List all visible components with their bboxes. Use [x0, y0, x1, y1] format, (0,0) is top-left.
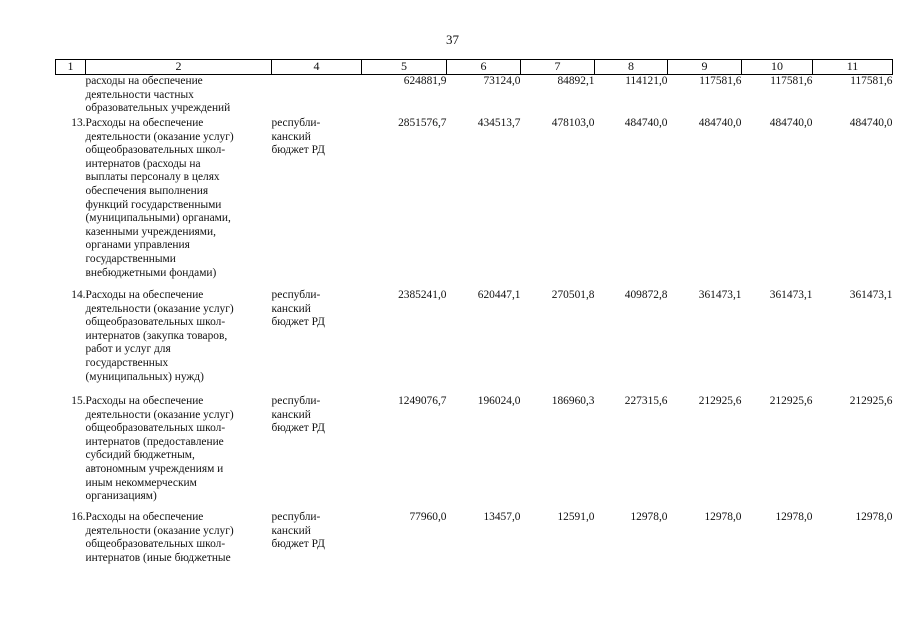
column-header: 8: [595, 60, 668, 75]
amount-cell: 484740,0: [698, 117, 742, 129]
row-number: 13.: [71, 117, 86, 129]
description-line: расходы на обеспечение: [85, 75, 203, 87]
description-line: интернатов (предоставление: [85, 435, 224, 448]
funding-source-line: канский: [271, 524, 311, 537]
description-line: деятельности (оказание услуг): [85, 408, 234, 421]
amount-cell: 117581,6: [770, 75, 813, 87]
amount-cell: 2385241,0: [398, 289, 447, 301]
amount-cell: 84892,1: [557, 75, 595, 87]
description-line: органами управления: [85, 239, 190, 252]
funding-source-line: бюджет РД: [271, 316, 325, 329]
amount-cell: 73124,0: [483, 75, 521, 87]
description-line: (муниципальных) нужд): [85, 370, 204, 383]
table-row: [56, 395, 893, 511]
row-description: [86, 117, 272, 289]
column-header: 6: [447, 60, 521, 75]
amount-cell: 2851576,7: [398, 117, 447, 129]
description-line: общеобразовательных школ-: [85, 144, 226, 157]
amount-cell: 361473,1: [698, 289, 742, 301]
description-line: интернатов (иные бюджетные: [85, 551, 231, 564]
amount-cell: 620447,1: [477, 289, 521, 301]
funding-source: [272, 75, 362, 118]
amount-cell: 117581,6: [850, 75, 893, 87]
description-line: деятельности (оказание услуг): [85, 130, 234, 143]
amount-cell: 196024,0: [477, 395, 521, 407]
amount-cell: 624881,9: [403, 75, 447, 87]
description-line: функций государственными: [85, 198, 222, 211]
description-line: работ и услуг для: [85, 343, 171, 356]
table-row: [56, 117, 893, 289]
funding-source: [272, 289, 362, 395]
description-line: выплаты персоналу в целях: [85, 171, 220, 184]
column-header: 4: [272, 60, 362, 75]
amount-cell: 361473,1: [849, 289, 893, 301]
amount-cell: 212925,6: [849, 395, 893, 407]
description-line: государственными: [85, 252, 176, 265]
row-number: 15.: [71, 395, 86, 407]
amount-cell: 484740,0: [624, 117, 668, 129]
funding-source-line: республи-: [271, 117, 321, 129]
row-description: [86, 75, 272, 118]
description-line: Расходы на обеспечение: [85, 289, 204, 301]
description-line: автономным учреждениям и: [85, 462, 224, 475]
description-line: организациям): [85, 490, 157, 503]
amount-cell: 114121,0: [625, 75, 668, 87]
column-header: 5: [362, 60, 447, 75]
amount-cell: 361473,1: [769, 289, 813, 301]
amount-cell: 409872,8: [624, 289, 668, 301]
funding-source-line: бюджет РД: [271, 422, 325, 435]
funding-source: [272, 395, 362, 511]
row-number: 14.: [71, 289, 86, 301]
budget-table: [55, 59, 893, 571]
description-line: обеспечения выполнения: [85, 184, 209, 197]
row-description: [86, 395, 272, 511]
row-description: [86, 289, 272, 395]
description-line: деятельности (оказание услуг): [85, 524, 234, 537]
amount-cell: 484740,0: [769, 117, 813, 129]
column-header: 10: [742, 60, 813, 75]
amount-cell: 12978,0: [630, 511, 668, 523]
amount-cell: 270501,8: [551, 289, 595, 301]
funding-source: [272, 511, 362, 571]
table-body: [56, 75, 893, 572]
funding-source-line: бюджет РД: [271, 144, 325, 157]
description-line: общеобразовательных школ-: [85, 422, 226, 435]
amount-cell: 1249076,7: [398, 395, 447, 407]
table-row: [56, 75, 893, 118]
description-line: общеобразовательных школ-: [85, 316, 226, 329]
description-line: Расходы на обеспечение: [85, 117, 204, 129]
amount-cell: 12978,0: [855, 511, 893, 523]
description-line: Расходы на обеспечение: [85, 395, 204, 407]
amount-cell: 212925,6: [769, 395, 813, 407]
funding-source-line: республи-: [271, 511, 321, 523]
funding-source-line: канский: [271, 130, 311, 143]
amount-cell: 186960,3: [551, 395, 595, 407]
column-header: 2: [86, 60, 272, 75]
description-line: интернатов (закупка товаров,: [85, 329, 228, 342]
funding-source-line: бюджет РД: [271, 538, 325, 551]
amount-cell: 13457,0: [483, 511, 521, 523]
table-row: [56, 289, 893, 395]
amount-cell: 484740,0: [849, 117, 893, 129]
column-header-row: [56, 60, 893, 75]
description-line: интернатов (расходы на: [85, 157, 201, 170]
column-header: 9: [668, 60, 742, 75]
description-line: субсидий бюджетным,: [85, 449, 195, 462]
funding-source-line: канский: [271, 408, 311, 421]
row-number: 16.: [71, 511, 86, 523]
amount-cell: 478103,0: [551, 117, 595, 129]
amount-cell: 434513,7: [477, 117, 521, 129]
funding-source: [272, 117, 362, 289]
column-header: 7: [521, 60, 595, 75]
column-header: 1: [56, 60, 86, 75]
amount-cell: 12591,0: [557, 511, 595, 523]
funding-source-line: республи-: [271, 289, 321, 301]
row-number: [56, 75, 86, 118]
page-number: 37: [446, 32, 459, 47]
funding-source-line: республи-: [271, 395, 321, 407]
amount-cell: 212925,6: [698, 395, 742, 407]
description-line: деятельности (оказание услуг): [85, 302, 234, 315]
table-row: [56, 511, 893, 571]
row-description: [86, 511, 272, 571]
description-line: образовательных учреждений: [85, 102, 231, 115]
description-line: государственных: [85, 356, 169, 369]
amount-cell: 227315,6: [624, 395, 668, 407]
description-line: общеобразовательных школ-: [85, 538, 226, 551]
amount-cell: 77960,0: [409, 511, 447, 523]
description-line: иным некоммерческим: [85, 476, 197, 489]
description-line: деятельности частных: [85, 88, 194, 101]
funding-source-line: канский: [271, 302, 311, 315]
description-line: (муниципальными) органами,: [85, 212, 231, 225]
amount-cell: 117581,6: [699, 75, 742, 87]
amount-cell: 12978,0: [775, 511, 813, 523]
column-header: 11: [813, 60, 893, 75]
description-line: казенными учреждениями,: [85, 225, 216, 238]
description-line: внебюджетными фондами): [85, 266, 217, 279]
amount-cell: 12978,0: [704, 511, 742, 523]
description-line: Расходы на обеспечение: [85, 511, 204, 523]
